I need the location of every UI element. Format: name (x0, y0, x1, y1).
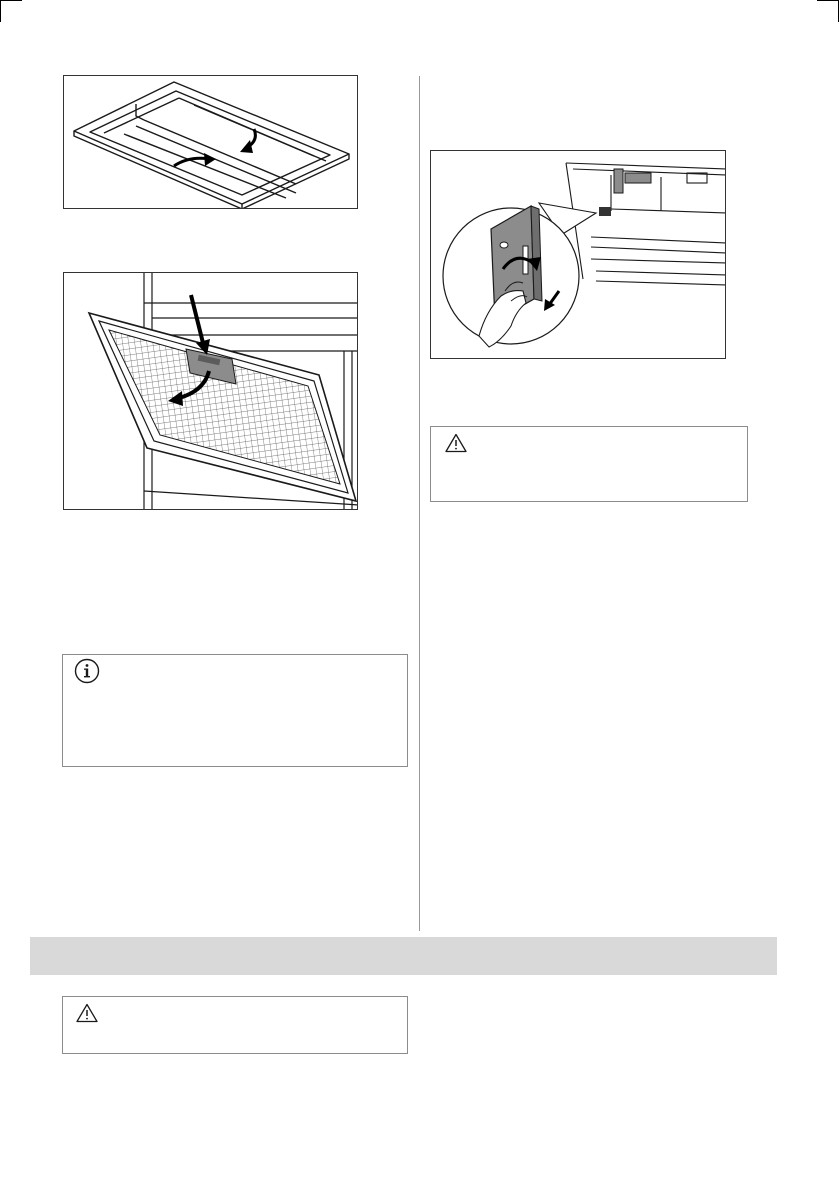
info-icon (74, 658, 100, 684)
crop-mark-top-left-vertical (0, 0, 1, 22)
section-header-band (30, 937, 777, 975)
warning-icon (445, 433, 467, 453)
column-divider (419, 76, 420, 931)
grease-filter-figure (63, 272, 358, 510)
bracket-release-illustration (431, 151, 726, 359)
warning-notice-right (430, 426, 748, 502)
warning-icon (76, 1003, 98, 1023)
crop-mark-top-left (0, 0, 22, 1)
filter-tray-illustration (64, 76, 358, 209)
tray-figure (63, 75, 358, 209)
info-notice (62, 654, 408, 767)
crop-mark-top-right (817, 0, 839, 1)
warning-notice-bottom (62, 996, 408, 1054)
grease-filter-removal-illustration (64, 273, 358, 510)
bracket-figure (430, 150, 726, 359)
